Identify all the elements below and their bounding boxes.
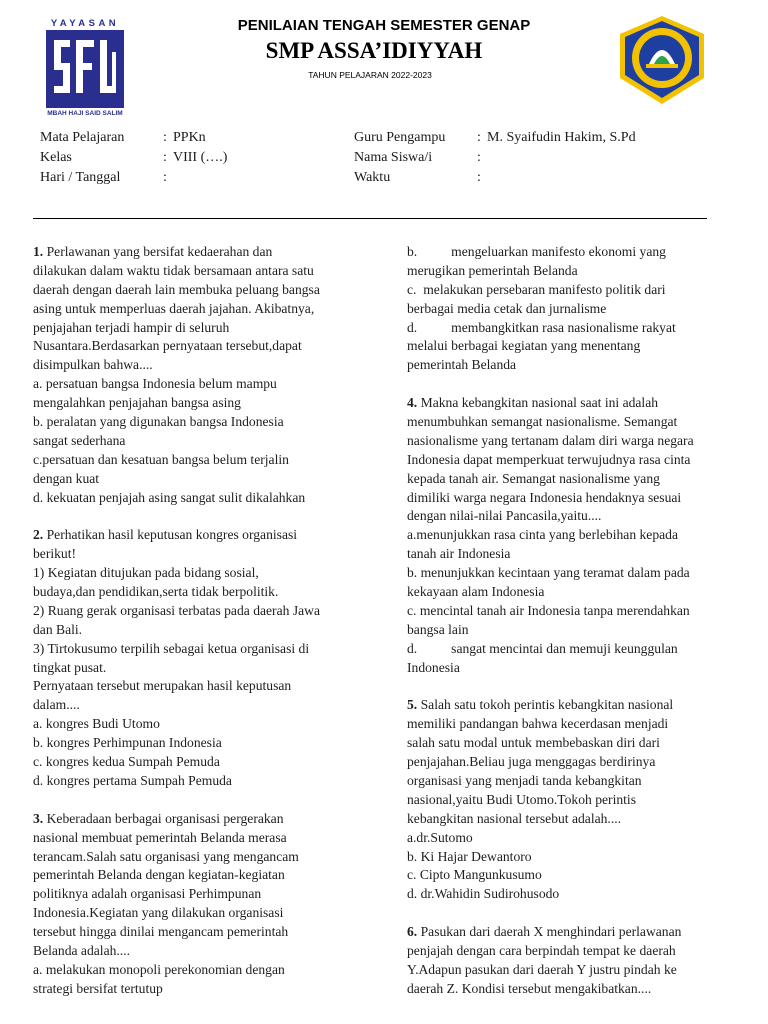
question-line: memiliki pandangan bahwa kecerdasan menjadi	[407, 716, 669, 732]
question-3-continued	[407, 243, 737, 375]
info-value: M. Syaifudin Hakim, S.Pd	[487, 130, 636, 145]
option-a: a.menunjukkan rasa cinta yang berlebihan kepada	[407, 527, 679, 543]
header-divider	[33, 218, 707, 219]
school-name: SMP ASSA’IDIYYAH	[265, 38, 483, 63]
option-c: c. Cipto Mangunkusumo	[407, 867, 542, 883]
option-a-cont: mengalahkan penjajahan bangsa asing	[33, 395, 241, 411]
info-row-subject: Mata Pelajaran : PPKn	[40, 128, 227, 148]
option-c: c. kongres kedua Sumpah Pemuda	[33, 754, 220, 770]
info-label: Mata Pelajaran	[40, 130, 125, 145]
info-row-teacher: Guru Pengampu : M. Syaifudin Hakim, S.Pd	[354, 128, 636, 148]
info-row-date: Hari / Tanggal :	[40, 168, 227, 188]
question-line: dilakukan dalam waktu tidak bersamaan antara satu	[33, 262, 314, 278]
info-value: PPKn	[173, 130, 206, 145]
question-line: daerah Z. Kondisi tersebut mengakibatkan....	[407, 980, 652, 996]
question-text: Keberadaan berbagai organisasi pergerakan	[46, 810, 284, 826]
question-text: Salah satu tokoh perintis kebangkitan nasional	[420, 697, 674, 713]
question-text: Pasukan dari daerah X menghindari perlawanan	[420, 924, 682, 940]
option-b: b. menunjukkan kecintaan yang teramat dalam pada	[407, 565, 690, 581]
exam-title: PENILAIAN TENGAH SEMESTER GENAP	[237, 17, 531, 34]
question-line: Belanda adalah....	[33, 942, 131, 958]
info-row-student-name: Nama Siswa/i :	[354, 148, 636, 168]
question-line: Indonesia.Kegiatan yang dilakukan organisasi	[33, 905, 284, 921]
question-text: Perlawanan yang bersifat kedaerahan dan	[46, 244, 273, 259]
option-a-cont: strategi bersifat tertutup	[33, 980, 163, 996]
option-c-cont: bangsa lain	[407, 621, 469, 637]
question-number: 6.	[407, 924, 418, 940]
question-line: dalam....	[33, 697, 80, 713]
question-text: Perhatikan hasil keputusan kongres organisasi	[46, 527, 298, 543]
questions-right-column	[407, 243, 737, 999]
question-line: 3) Tirtokusumo terpilih sebagai ketua organisasi di	[33, 640, 310, 656]
question-line: dengan nilai-nilai Pancasila,yaitu....	[407, 508, 602, 524]
question-line: asing untuk memperluas daerah jajahan. Akibatnya,	[33, 300, 315, 316]
option-a-cont: tanah air Indonesia	[407, 546, 511, 562]
option-a: a.dr.Sutomo	[407, 829, 473, 845]
question-line: nasional membuat pemerintah Belanda merasa	[33, 829, 287, 845]
info-right	[354, 128, 636, 188]
info-left	[40, 128, 227, 188]
option-b: b. Ki Hajar Dewantoro	[407, 848, 532, 864]
question-3	[33, 810, 363, 999]
question-line: nasional,yaitu Budi Utomo.Tokoh perintis	[407, 791, 636, 807]
question-line: penjajah dengan cara berpindah tempat ke daerah	[407, 942, 676, 958]
option-d-cont: Indonesia	[407, 659, 460, 675]
question-line: 1) Kegiatan ditujukan pada bidang sosial,	[33, 565, 259, 581]
question-line: politiknya adalah organisasi Perhimpunan	[33, 886, 262, 902]
academic-year: TAHUN PELAJARAN 2022-2023	[308, 70, 432, 80]
question-line: kebangkitan nasional tersebut adalah....	[407, 810, 622, 826]
question-line: penjajahan terjadi hampir di seluruh	[33, 319, 230, 335]
option-d-cont: melalui berbagai kegiatan yang menentang	[407, 338, 641, 354]
option-b-cont: sangat sederhana	[33, 432, 126, 448]
option-c-cont: dengan kuat	[33, 470, 100, 486]
question-line: dimiliki warga negara Indonesia hendaknya sesuai	[407, 489, 682, 505]
question-line: berikut!	[33, 546, 77, 562]
question-number: 5.	[407, 697, 418, 713]
info-row-time: Waktu :	[354, 168, 636, 188]
question-line: pemerintah Belanda dengan kegiatan-kegiatan	[33, 867, 285, 883]
info-label: Guru Pengampu	[354, 130, 446, 145]
option-a: a. persatuan bangsa Indonesia belum mampu	[33, 376, 277, 392]
info-row-class: Kelas : VIII (….)	[40, 148, 227, 168]
info-value: VIII (….)	[173, 150, 228, 165]
question-1	[33, 243, 363, 507]
option-a: a. kongres Budi Utomo	[33, 716, 160, 732]
question-6	[407, 923, 737, 999]
option-c: c. mencintal tanah air Indonesia tanpa merendahkan	[407, 602, 690, 618]
question-number: 1.	[33, 244, 44, 259]
question-number: 3.	[33, 810, 44, 826]
option-d: d. kongres pertama Sumpah Pemuda	[33, 772, 232, 788]
question-line: terancam.Salah satu organisasi yang mengancam	[33, 848, 299, 864]
info-label: Waktu	[354, 170, 391, 185]
question-line: tingkat pusat.	[33, 659, 107, 675]
option-a: a. melakukan monopoli perekonomian dengan	[33, 961, 285, 977]
question-line: daerah dengan daerah lain membuka peluang bangsa	[33, 281, 320, 297]
option-b: b. mengeluarkan manifesto ekonomi yang	[407, 244, 666, 259]
option-b-cont: merugikan pemerintah Belanda	[407, 262, 578, 278]
option-d: d. sangat mencintai dan memuji keunggulan	[407, 640, 678, 656]
option-c-cont: berbagai media cetak dan jurnalisme	[407, 300, 607, 316]
option-d: d. kekuatan penjajah asing sangat sulit dikalahkan	[33, 489, 306, 505]
question-number: 4.	[407, 395, 418, 411]
option-d: d. dr.Wahidin Sudirohusodo	[407, 886, 560, 902]
question-line: penjajahan.Beliau juga menggagas berdirinya	[407, 754, 656, 770]
question-line: Pernyataan tersebut merupakan hasil keputusan	[33, 678, 292, 694]
option-b: b. kongres Perhimpunan Indonesia	[33, 735, 222, 751]
question-line: disimpulkan bahwa....	[33, 357, 153, 373]
question-2	[33, 526, 363, 790]
questions-left-column	[33, 243, 363, 999]
question-line: organisasi yang menjadi tanda kebangkitan	[407, 772, 642, 788]
question-number: 2.	[33, 527, 44, 543]
question-line: salah satu modal untuk membebaskan diri dari	[407, 735, 660, 751]
info-label: Kelas	[40, 150, 72, 165]
question-5	[407, 696, 737, 904]
question-text: Makna kebangkitan nasional saat ini adalah	[420, 395, 659, 411]
question-line: Indonesia dapat memperkuat terwujudnya rasa cinta	[407, 451, 691, 467]
question-line: 2) Ruang gerak organisasi terbatas pada daerah Jawa	[33, 602, 320, 618]
option-b-cont: kekayaan alam Indonesia	[407, 584, 545, 600]
yayasan-logo-top-text: YAYASAN	[50, 18, 120, 29]
yayasan-logo-bottom-text: MBAH HAJI SAID SALIM	[47, 110, 123, 117]
question-line: budaya,dan pendidikan,serta tidak berpolitik.	[33, 584, 279, 600]
question-line: kepada tanah air. Semangat nasionalisme yang	[407, 470, 660, 486]
option-c: c. melakukan persebaran manifesto politik dari	[407, 281, 666, 297]
option-b: b. peralatan yang digunakan bangsa Indonesia	[33, 414, 284, 430]
question-4	[407, 394, 737, 677]
option-d: d. membangkitkan rasa nasionalisme rakyat	[407, 319, 676, 335]
info-label: Hari / Tanggal	[40, 170, 121, 185]
question-line: nasionalisme yang tertanam dalam diri warga negara	[407, 432, 694, 448]
option-c: c.persatuan dan kesatuan bangsa belum terjalin	[33, 451, 289, 467]
info-label: Nama Siswa/i	[354, 150, 433, 165]
question-line: menumbuhkan semangat nasionalisme. Semangat	[407, 414, 678, 430]
question-line: dan Bali.	[33, 621, 83, 637]
option-d-cont: pemerintah Belanda	[407, 357, 517, 373]
question-line: Y.Adapun pasukan dari daerah Y justru pindah ke	[407, 961, 677, 977]
question-line: Nusantara.Berdasarkan pernyataan tersebut,dapat	[33, 338, 302, 354]
question-line: tersebut hingga dinilai mengancam pemerintah	[33, 924, 289, 940]
